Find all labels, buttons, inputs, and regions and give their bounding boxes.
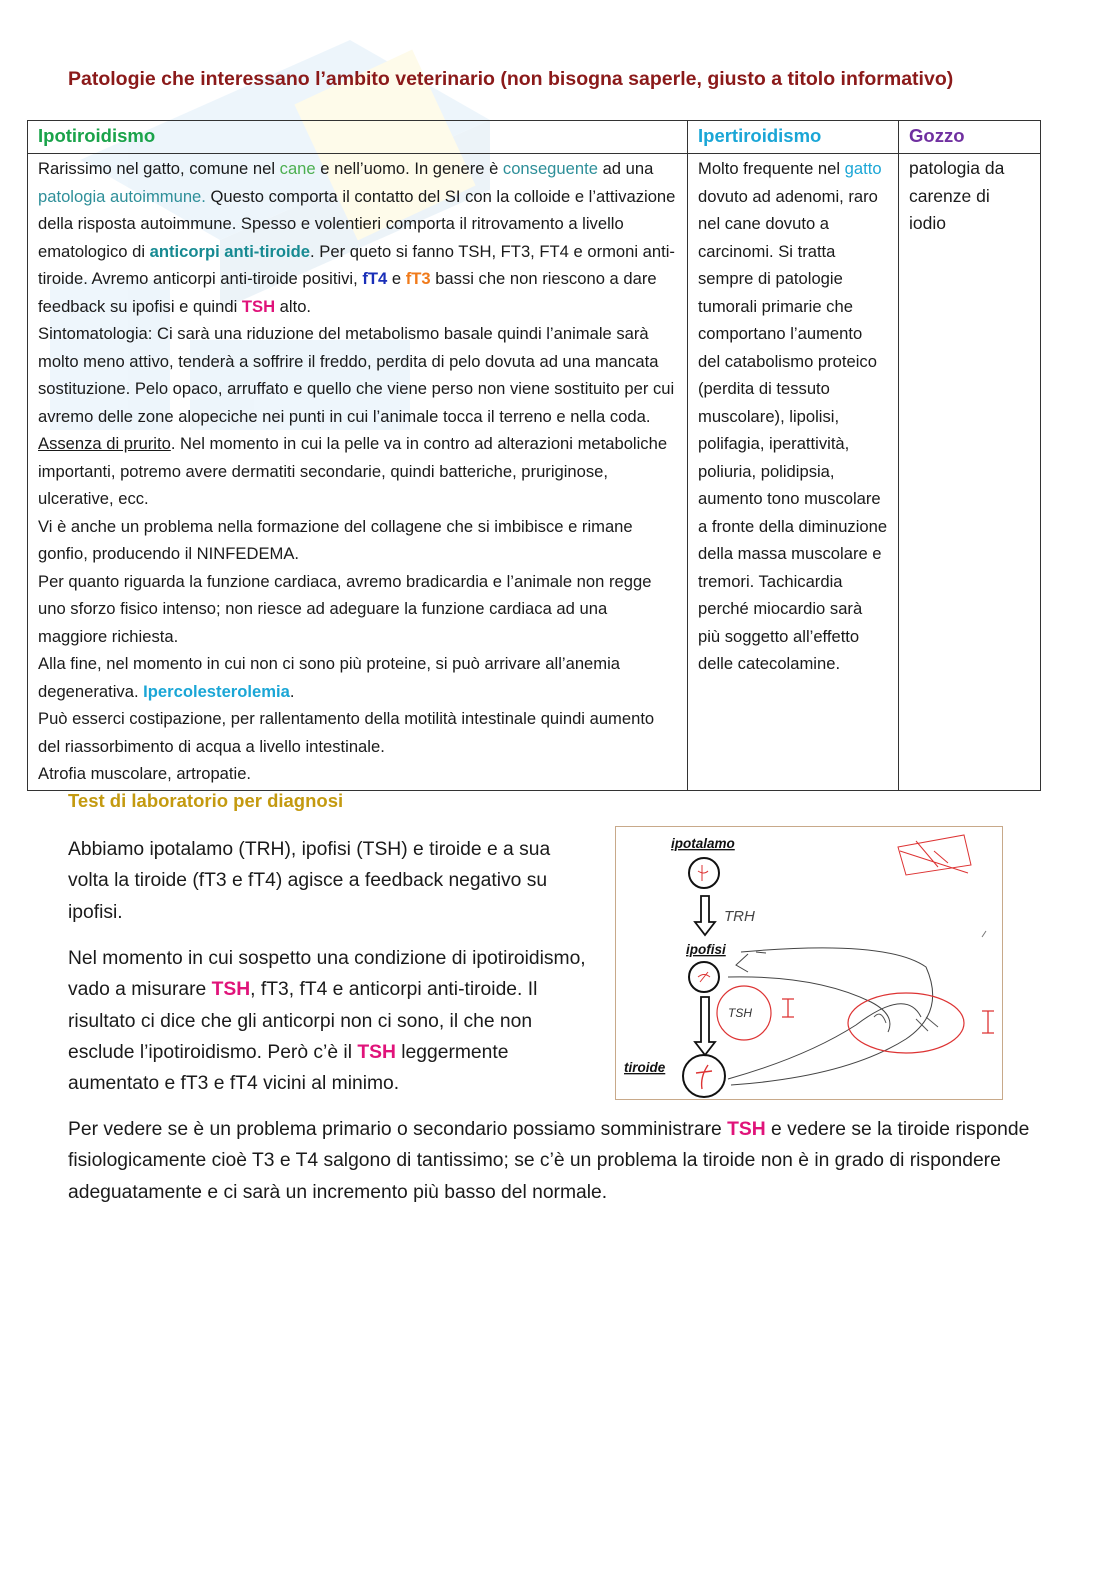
header-ipotiroidismo-label: Ipotiroidismo bbox=[38, 125, 156, 146]
ipo-paragraph-5: Alla fine, nel momento in cui non ci sono più proteine, si può arrivare all’anemia degenerativa. Ipercolesterolemia. bbox=[38, 654, 621, 701]
table-header-row bbox=[28, 121, 1041, 154]
cell-ipotiroidismo bbox=[28, 154, 688, 791]
arrow-down-1 bbox=[695, 896, 715, 935]
table-body-row bbox=[28, 154, 1041, 791]
highlight-tsh-2: TSH bbox=[211, 979, 251, 1001]
feedback-curve-1 bbox=[728, 1004, 921, 1079]
gozzo-paragraph: patologia da carenze di iodio bbox=[909, 158, 1005, 233]
diagram-trh: TRH bbox=[724, 908, 755, 925]
ft3-ft4-red-ellipse bbox=[848, 993, 964, 1053]
header-ipotiroidismo bbox=[28, 121, 688, 154]
feedback-curve-3 bbox=[728, 977, 890, 1032]
cell-gozzo bbox=[899, 154, 1041, 791]
diagram-label-ipofisi: ipofisi bbox=[686, 942, 726, 957]
arrow-down-2 bbox=[695, 997, 715, 1055]
up-marker-2 bbox=[982, 1011, 994, 1033]
stray-mark bbox=[982, 931, 986, 937]
ipo-paragraph-3: Vi è anche un problema nella formazione del collagene che si imbibisce e rimane gonfio, producendo il NINFEDEMA. bbox=[38, 516, 633, 563]
crossed-note-lines bbox=[900, 841, 968, 873]
feedback-diagram bbox=[615, 826, 1003, 1100]
header-gozzo-label: Gozzo bbox=[909, 125, 965, 146]
diagram-label-ipotalamo: ipotalamo bbox=[671, 836, 735, 851]
lab-paragraph-2: Nel momento in cui sospetto una condizione di ipotiroidismo, vado a misurare TSH, fT3, fT4 e anticorpi anti-tiroide. Il risultato ci dice che gli anticorpi non ci sono, il che non esclude l’ipotiroidismo. Però c’è il TSH leggermente aumentato e fT3 e fT4 vicini al minimo. bbox=[68, 948, 586, 1095]
page-title: Patologie che interessano l’ambito veterinario (non bisogna saperle, giusto a titolo informativo) bbox=[68, 68, 954, 90]
highlight-gatto: gatto bbox=[844, 159, 882, 178]
up-marker-1 bbox=[782, 999, 794, 1017]
highlight-tsh: TSH bbox=[241, 296, 276, 316]
highlight-tsh-4: TSH bbox=[727, 1119, 766, 1140]
ipo-paragraph-7: Atrofia muscolare, artropatie. bbox=[38, 764, 252, 783]
header-ipertiroidismo-label: Ipertiroidismo bbox=[698, 125, 822, 146]
diagram-label-tiroide: tiroide bbox=[624, 1060, 666, 1075]
highlight-cane: cane bbox=[279, 159, 316, 178]
highlight-ft3: fT3 bbox=[405, 269, 431, 288]
lab-paragraph-3: Per vedere se è un problema primario o secondario possiamo somministrare TSH e vedere se la tiroide risponde fisiologicamente cioè T3 e T4 salgono di tantissimo; se c’è un problema la tiroide non è in grado di rispondere adeguatamente e ci sarà un incremento più basso del normale. bbox=[68, 1119, 1030, 1203]
crossed-note-box bbox=[898, 835, 971, 875]
highlight-anticorpi: anticorpi anti-tiroide bbox=[149, 241, 311, 261]
patologie-table bbox=[27, 120, 1041, 791]
ipo-paragraph-1: Rarissimo nel gatto, comune nel cane e nell’uomo. In genere è conseguente ad una patologia autoimmune. Questo comporta il contatto del SI con la colloide e l’attivazione della risposta autoimmune. Spesso e volentieri comporta il ritrovamento a livello ematologico di anticorpi anti-tiroide. Per queto si fanno TSH, FT3, FT4 e ormoni anti-tiroide. Avremo anticorpi anti-tiroide positivi, fT4 e fT3 bassi che non riescono a dare feedback su ipofisi e quindi TSH alto. bbox=[38, 159, 676, 316]
feedback-tick bbox=[756, 952, 766, 953]
feedback-arrowhead bbox=[736, 954, 748, 972]
ft3-ft4-scribble bbox=[874, 1014, 938, 1031]
ipo-paragraph-2: Sintomatologia: Ci sarà una riduzione del metabolismo basale quindi l’animale sarà molto meno attivo, tenderà a soffrire il freddo, perdita di pelo dovuta ad una mancata sostituzione. Pelo opaco, arruffato e quello che viene perso non viene sostituito per cui avremo delle zone alopeciche nei punti in cui l’animale tocca il terreno e nella coda. Assenza di prurito. Nel momento in cui la pelle va in contro ad alterazioni metaboliche importanti, potremo avere dermatiti secondarie, quindi batteriche, pruriginose, ulcerative, ecc. bbox=[38, 324, 675, 508]
ipofisi-scribble bbox=[698, 972, 710, 982]
highlight-conseguente: conseguente bbox=[502, 159, 598, 178]
highlight-ft4: fT4 bbox=[362, 269, 388, 288]
feedback-curve-2 bbox=[731, 948, 933, 1085]
lab-section-heading: Test di laboratorio per diagnosi bbox=[68, 790, 344, 811]
iper-paragraph: Molto frequente nel gatto dovuto ad adenomi, raro nel cane dovuto a carcinomi. Si tratta sempre di patologie tumorali primarie che comportano l’aumento del catabolismo proteico (perdita di tessuto muscolare), lipolisi, polifagia, iperattività, poliuria, polidipsia, aumento tono muscolare a fronte della diminuzione della massa muscolare e tremori. Tachicardia perché miocardio sarà più soggetto all’effetto delle catecolamine. bbox=[698, 159, 888, 673]
header-gozzo bbox=[899, 121, 1041, 154]
ipotalamo-scribble bbox=[698, 865, 708, 881]
lab-paragraph-1: Abbiamo ipotalamo (TRH), ipofisi (TSH) e tiroide e a sua volta la tiroide (fT3 e fT4) agisce a feedback negativo su ipofisi. bbox=[68, 839, 551, 923]
tiroide-circle bbox=[683, 1055, 725, 1097]
highlight-ipercolesterolemia: Ipercolesterolemia bbox=[143, 681, 290, 701]
cell-ipertiroidismo bbox=[688, 154, 899, 791]
ipo-paragraph-6: Può esserci costipazione, per rallentamento della motilità intestinale quindi aumento del riassorbimento di acqua a livello intestinale. bbox=[38, 709, 655, 756]
highlight-tsh-3: TSH bbox=[357, 1041, 396, 1063]
header-ipertiroidismo bbox=[688, 121, 899, 154]
diagram-tsh: TSH bbox=[728, 1006, 752, 1020]
tiroide-scribble bbox=[696, 1065, 712, 1089]
highlight-patologia-autoimmune: patologia autoimmune. bbox=[38, 186, 206, 206]
ipo-paragraph-4: Per quanto riguarda la funzione cardiaca, avremo bradicardia e l’animale non regge uno sforzo fisico intenso; non riesce ad adeguare la funzione cardiaca ad una maggiore richiesta. bbox=[38, 571, 652, 646]
highlight-assenza-prurito: Assenza di prurito bbox=[38, 434, 171, 453]
